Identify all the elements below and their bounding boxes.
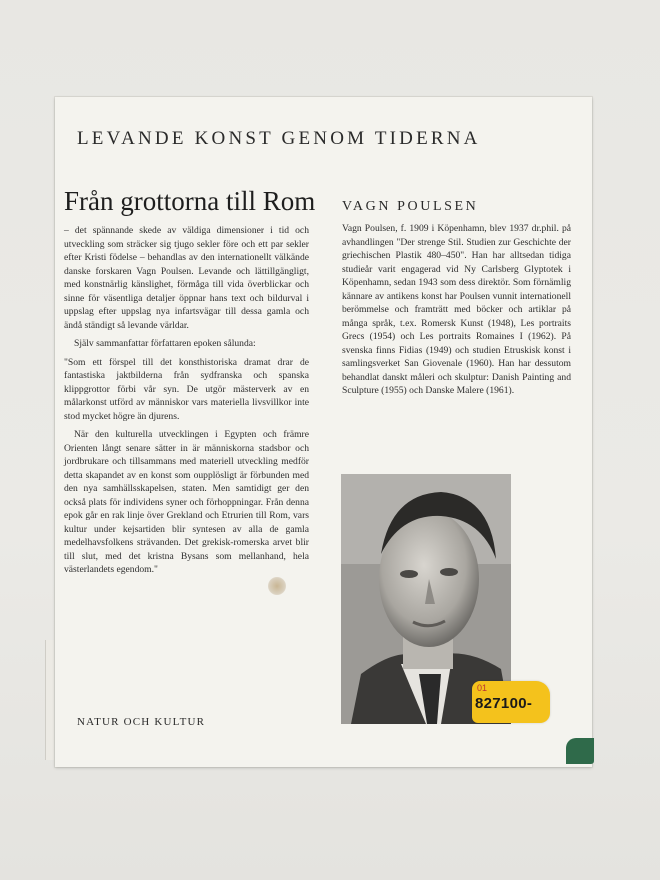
blurb-intro: – det spännande skede av väldiga dimensioner i tid och utveckling som sträcker sig tjugo sekler före och ett par sekler efter Kristi födelse – behandlas av den internationellt välkände danske forskaren Vagn Poulsen. Levande och lättillgängligt, med konstnärlig känslighet, förmåga till vida överblickar och sinne för väsentliga detaljer öppnar hans text och bildurval i uppslag efter uppslag nya infartsvägar till dessa gamla och ändå ständigt så levande världar. (64, 225, 309, 331)
blurb-quote-1: "Som ett förspel till det konsthistoriska dramat drar de fantastiska jaktbilderna från sydfranska och spanska klippgrottor förbi vår syn. De utgör mästerverk av en målarkonst utförd av människor vars materiella livsvillkor inte stod mycket högre än djurens. (64, 356, 309, 422)
blurb-quote-2: När den kulturella utvecklingen i Egypten och främre Orienten långt senare sätter in är människorna stadsbor och jordbrukare och tillsammans med materiell utveckling medför detta skapandet av en konst som oupplösligt är förbunden med den nya samhällsskapelsen, staten. Men samtidigt ger den också plats för individens syner och förhoppningar. Från denna epok går en rak linje över Grekland och Etrurien till Rom, vars kultur under kejsartiden blir syntesen av alla de gamla medelhavsfolkens strävanden. Det grekisk-romerska arvet blir till slut, med det kristna Bysans som mellanhand, hela västerlandets egendom." (64, 429, 309, 575)
blurb-column (64, 224, 309, 582)
price-value: 827100- (475, 695, 533, 712)
paper-stain (268, 577, 286, 595)
price-sticker (472, 681, 550, 723)
cover-worn-corner (566, 738, 594, 764)
author-heading: VAGN POULSEN (342, 199, 479, 214)
series-title: LEVANDE KONST GENOM TIDERNA (77, 128, 481, 149)
price-code: 01 (477, 683, 488, 693)
author-bio-column (342, 222, 571, 403)
publisher-name: NATUR OCH KULTUR (77, 716, 206, 728)
book-title: Från grottorna till Rom (64, 186, 316, 216)
author-bio: Vagn Poulsen, f. 1909 i Köpenhamn, blev 1937 dr.phil. på avhandlingen "Der strenge Stil. Studien zur Geschichte der griechischen Plastik 480–450". Han har alltsedan tidiga studieår varit engagerad vid Ny Carlsberg Glyptotek i Köpenhamn, sedan 1943 som dess direktör. Som förnämlig kännare av antikens konst har Poulsen vunnit internationell berömmelse och framträtt med böcker och artiklar på många språk, t.ex. Romersk Kunst (1948), Les portraits Grecs (1954) och Les portraits Romaines I (1962). På svenska finns Fidias (1949) och studien Etruskisk konst i samlingsverket San Giovenale (1960). Han har dessutom behandlat danskt måleri och skulptur: Danish Painting and Sculpture (1955) och Danske Malere (1961). (342, 223, 571, 396)
blurb-lead: Själv sammanfattar författaren epoken sålunda: (74, 338, 256, 349)
